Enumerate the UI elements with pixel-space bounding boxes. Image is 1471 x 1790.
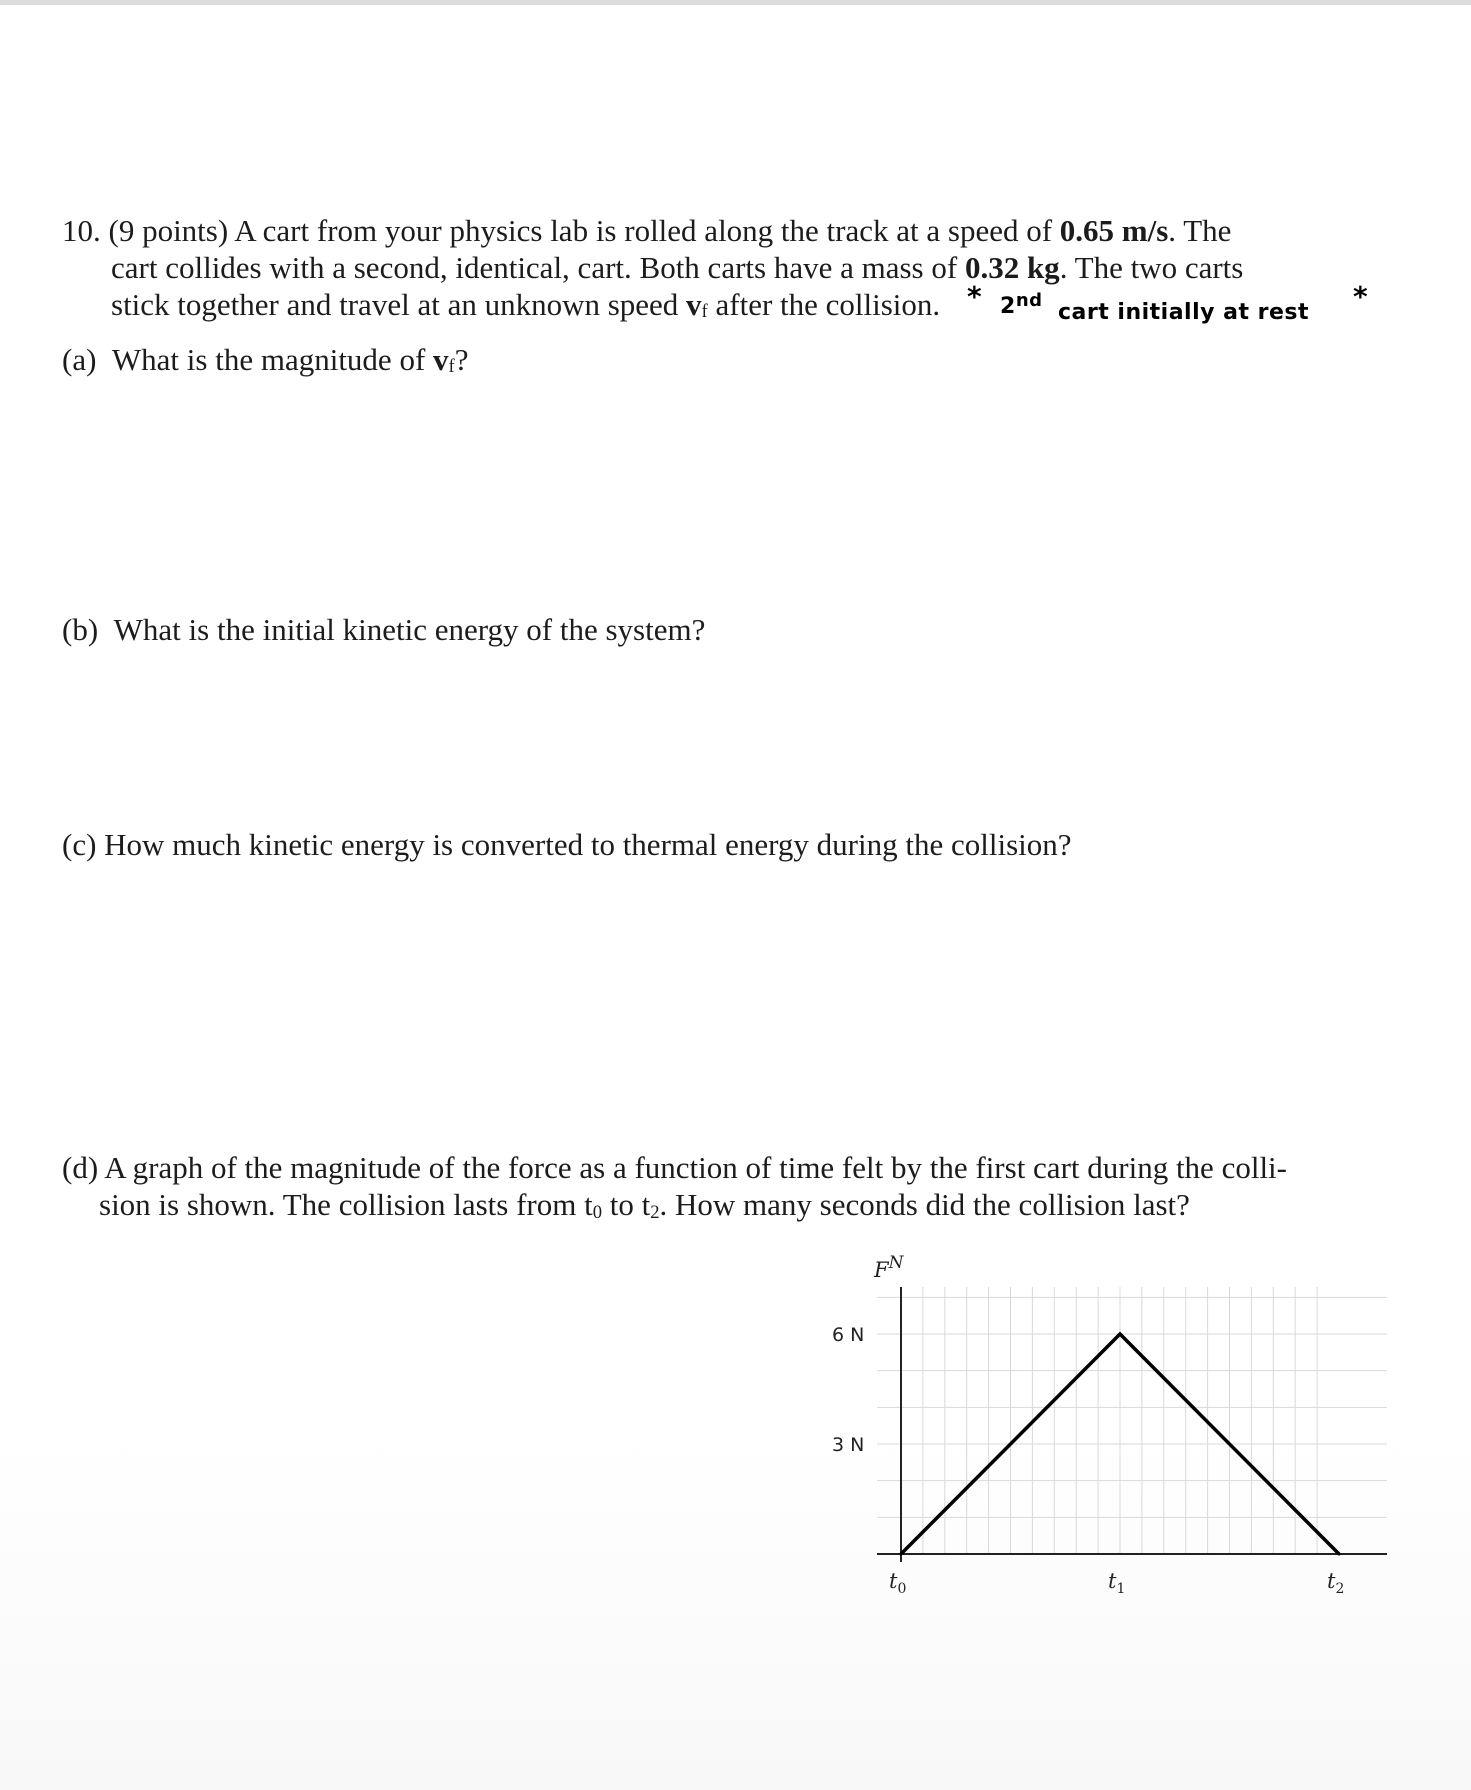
handwritten-star-right: * bbox=[1353, 280, 1369, 313]
problem-text: cart collides with a second, identical, cart. Both carts have a mass of bbox=[111, 250, 958, 285]
force-data-point bbox=[900, 1553, 903, 1556]
part-a-label: (a) bbox=[62, 342, 97, 377]
y-tick-label: 3 N bbox=[832, 1434, 865, 1456]
t2-subscript: 2 bbox=[650, 1201, 660, 1223]
speed-value: 0.65 m/s bbox=[1059, 213, 1169, 248]
x-tick-label: $t_2$ bbox=[1327, 1569, 1345, 1597]
part-d-text: sion is shown. The collision lasts from t bbox=[99, 1187, 593, 1222]
part-d-text: . How many seconds did the collision last? bbox=[659, 1187, 1190, 1222]
vf-symbol: vf bbox=[686, 287, 708, 322]
part-b-text: What is the initial kinetic energy of the system? bbox=[113, 612, 706, 647]
part-d-label: (d) bbox=[62, 1150, 99, 1185]
x-tick-label: $t_1$ bbox=[1108, 1569, 1126, 1597]
handwritten-ordinal: 2nd bbox=[1000, 290, 1043, 319]
part-b-label: (b) bbox=[62, 612, 99, 647]
y-tick-label: 6 N bbox=[832, 1324, 865, 1346]
problem-number: 10. bbox=[62, 213, 101, 248]
problem-text: . The two carts bbox=[1059, 250, 1244, 285]
problem-text: stick together and travel at an unknown speed bbox=[111, 287, 679, 322]
handwritten-star-left: * bbox=[967, 280, 983, 313]
vf-symbol: vf bbox=[433, 342, 455, 377]
graph-axes bbox=[832, 1253, 1387, 1597]
part-a-text: What is the magnitude of bbox=[111, 342, 426, 377]
problem-text: . The bbox=[1168, 213, 1232, 248]
part-c-text: How much kinetic energy is converted to thermal energy during the collision? bbox=[104, 827, 1072, 862]
force-data-point bbox=[1119, 1333, 1122, 1336]
mass-value: 0.32 kg bbox=[964, 250, 1060, 285]
part-d-text: A graph of the magnitude of the force as a function of time felt by the first cart during the colli- bbox=[104, 1150, 1287, 1185]
t0-subscript: 0 bbox=[592, 1201, 602, 1223]
part-a-text: ? bbox=[454, 342, 469, 377]
problem-points: (9 points) bbox=[108, 213, 229, 248]
part-d-text: to t bbox=[602, 1187, 651, 1222]
problem-text: A cart from your physics lab is rolled along the track at a speed of bbox=[234, 213, 1053, 248]
x-tick-label: $t_0$ bbox=[889, 1569, 907, 1597]
force-data-point bbox=[1338, 1553, 1341, 1556]
part-c-label: (c) bbox=[62, 827, 97, 862]
graph-grid bbox=[877, 1287, 1387, 1554]
y-axis-label: $F^N$ bbox=[874, 1253, 904, 1282]
handwritten-note: cart initially at rest bbox=[1058, 300, 1310, 325]
problem-text: after the collision. bbox=[715, 287, 941, 322]
